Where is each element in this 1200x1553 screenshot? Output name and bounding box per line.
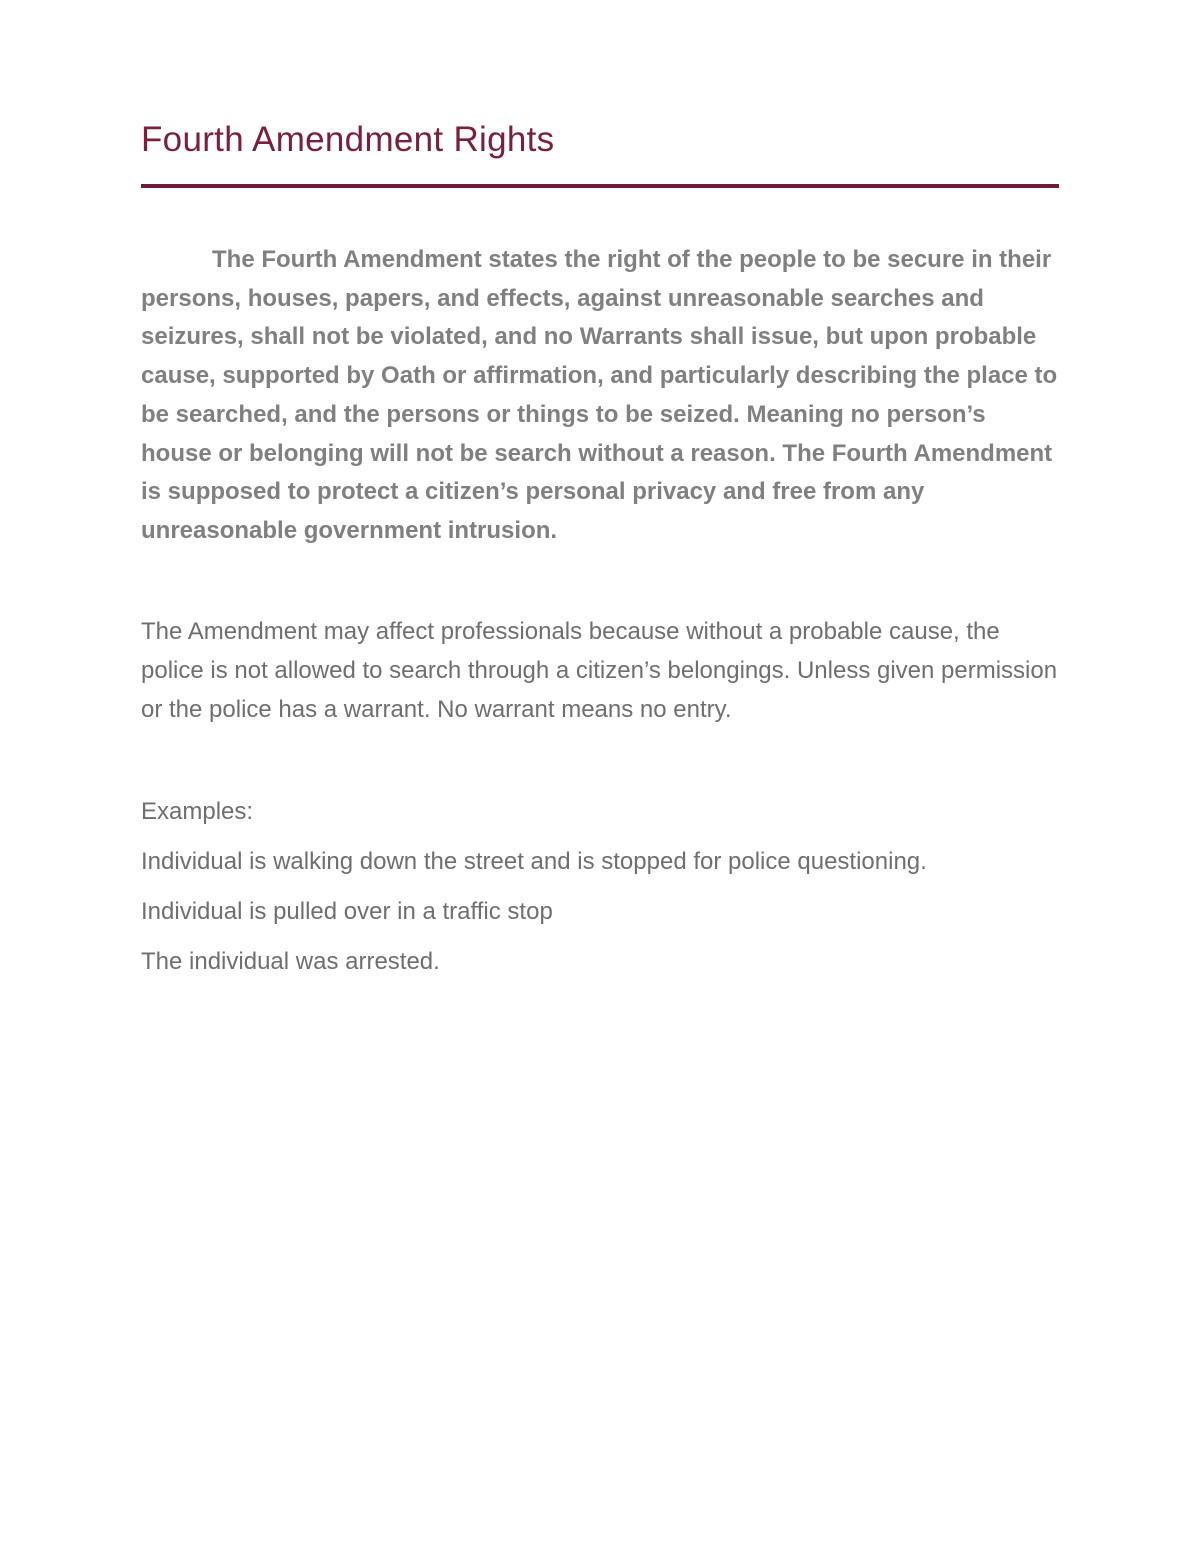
professional-impact-paragraph: The Amendment may affect professionals because without a probable cause, the police is not allowed to search through a citizen’s belongings. Unless given permission or the police has a warrant. No warrant means no entry. bbox=[141, 618, 1058, 723]
amendment-definition-paragraph: The Fourth Amendment states the right of the people to be secure in their persons, houses, papers, and effects, against unreasonable searches and seizures, shall not be violated, and no Warrants shall issue, but upon probable cause, supported by Oath or affirmation, and particularly describing the place to be searched, and the persons or things to be seized. Meaning no person’s house or belonging will not be search without a reason. The Fourth Amendment is supposed to protect a citizen’s personal privacy and free from any unreasonable government intrusion. bbox=[141, 246, 1058, 544]
example-item: Individual is pulled over in a traffic stop bbox=[141, 898, 553, 925]
example-item: Individual is walking down the street and is stopped for police questioning. bbox=[141, 848, 927, 875]
document-title: Fourth Amendment Rights bbox=[141, 120, 555, 159]
title-divider bbox=[141, 184, 1059, 188]
example-item: The individual was arrested. bbox=[141, 948, 440, 975]
examples-heading: Examples: bbox=[141, 798, 254, 825]
